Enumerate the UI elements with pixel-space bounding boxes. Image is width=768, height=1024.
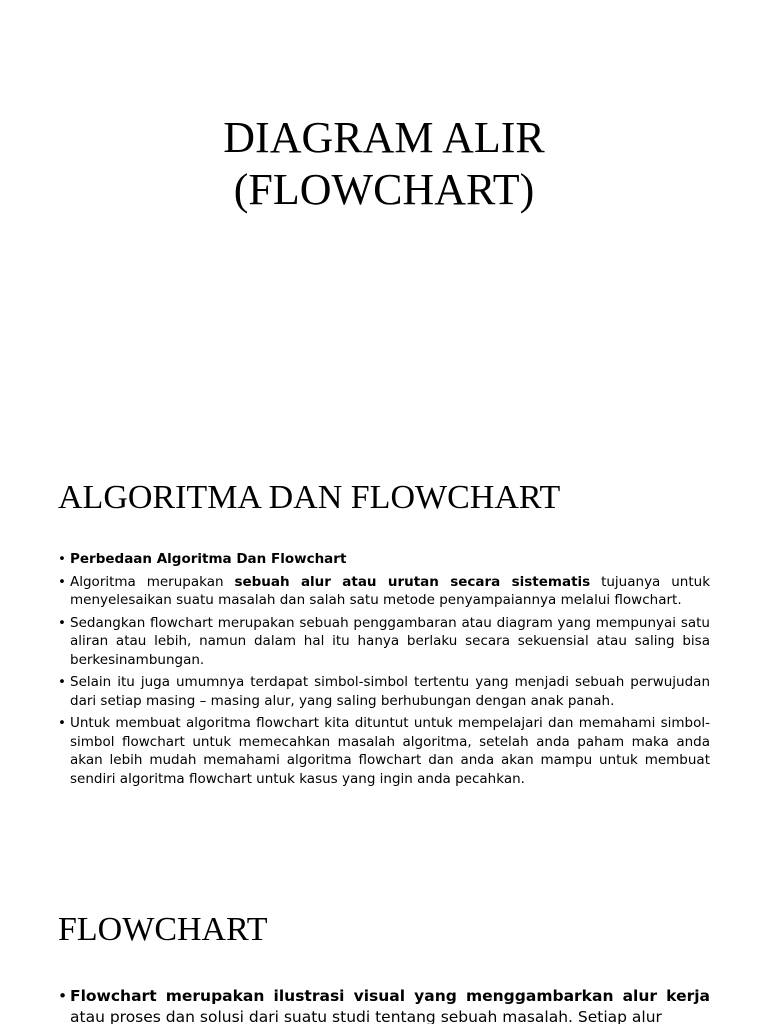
slide-title [0, 112, 768, 216]
list-item: • Selain itu juga umumnya terdapat simbol-simbol tertentu yang menjadi sebuah perwujudan dari setiap masing – masing alur, yang saling berhubungan dengan anak panah. [58, 673, 710, 710]
bullet-list-algoritma [58, 550, 710, 792]
list-item: • Algoritma merupakan sebuah alur atau urutan secara sistematis tujuanya untuk menyelesaikan suatu masalah dan salah satu metode penyampaiannya melalui flowchart. [58, 573, 710, 610]
list-item: • Flowchart merupakan ilustrasi visual yang menggambarkan alur kerja atau proses dan solusi dari suatu studi tentang sebuah masalah. Setiap alur [58, 986, 710, 1024]
bullet-list-flowchart [58, 986, 710, 1024]
slide-title-line-1: DIAGRAM ALIR [223, 113, 545, 162]
slide-title-line-2: (FLOWCHART) [233, 165, 535, 214]
list-item: • Untuk membuat algoritma flowchart kita dituntut untuk mempelajari dan memahami simbol-simbol flowchart untuk memecahkan masalah algoritma, setelah anda paham maka anda akan lebih mudah memahami algoritma flowchart dan anda akan mampu untuk membuat sendiri algoritma flowchart untuk kasus yang ingin anda pecahkan. [58, 714, 710, 788]
section-heading-flowchart: FLOWCHART [58, 911, 268, 948]
list-item: • Perbedaan Algoritma Dan Flowchart [58, 550, 710, 569]
list-item: • Sedangkan flowchart merupakan sebuah penggambaran atau diagram yang mempunyai satu aliran atau lebih, namun dalam hal itu hanya berlaku secara sekuensial atau saling bisa berkesinambungan. [58, 614, 710, 670]
section-heading-algoritma: ALGORITMA DAN FLOWCHART [58, 479, 561, 516]
